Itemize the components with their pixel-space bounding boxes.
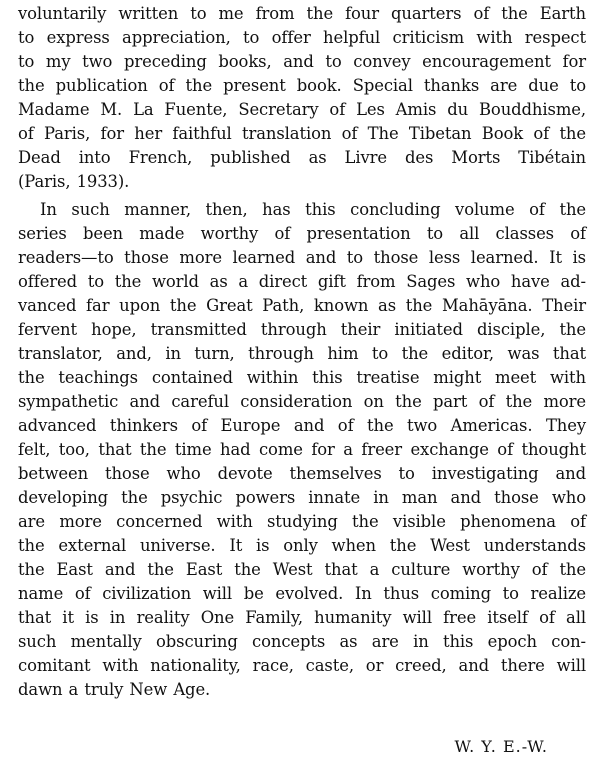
text-line: to my two preceding books, and to convey encouragement for bbox=[18, 52, 586, 71]
text-line: offered to the world as a direct gift from Sages who have ad- bbox=[18, 272, 586, 291]
text-line: readers—to those more learned and to those less learned. It is bbox=[18, 248, 586, 267]
text-line: the publication of the present book. Special thanks are due to bbox=[18, 76, 586, 95]
text-line: dawn a truly New Age. bbox=[18, 680, 211, 699]
text-line: advanced thinkers of Europe and of the two Americas. They bbox=[18, 416, 586, 435]
text-line: fervent hope, transmitted through their initiated disciple, the bbox=[18, 320, 586, 339]
text-line: that it is in reality One Family, humanity will free itself of all bbox=[18, 608, 586, 627]
text-line: the teachings contained within this treatise might meet with bbox=[18, 368, 586, 387]
text-line: Madame M. La Fuente, Secretary of Les Amis du Bouddhisme, bbox=[18, 100, 586, 119]
text-line: Dead into French, published as Livre des Morts Tibétain bbox=[18, 148, 586, 167]
text-line: series been made worthy of presentation to all classes of bbox=[18, 224, 586, 243]
text-line: developing the psychic powers innate in man and those who bbox=[18, 488, 586, 507]
text-line: to express appreciation, to offer helpful criticism with respect bbox=[18, 28, 586, 47]
text-line: sympathetic and careful consideration on the part of the more bbox=[18, 392, 586, 411]
text-line: between those who devote themselves to investigating and bbox=[18, 464, 586, 483]
text-line: are more concerned with studying the visible phenomena of bbox=[18, 512, 586, 531]
text-line: (Paris, 1933). bbox=[18, 172, 130, 191]
signature: W. Y. E.-W. bbox=[454, 737, 548, 756]
text-line: such mentally obscuring concepts as are in this epoch con- bbox=[18, 632, 586, 651]
text-line: the external universe. It is only when the West understands bbox=[18, 536, 586, 555]
text-line: vanced far upon the Great Path, known as the Mahāyāna. Their bbox=[18, 296, 586, 315]
text-line: the East and the East the West that a culture worthy of the bbox=[18, 560, 586, 579]
text-line: felt, too, that the time had come for a freer exchange of thought bbox=[18, 440, 586, 459]
text-line: name of civilization will be evolved. In thus coming to realize bbox=[18, 584, 586, 603]
text-line: comitant with nationality, race, caste, or creed, and there will bbox=[18, 656, 586, 675]
text-line: In such manner, then, has this concluding volume of the bbox=[40, 200, 586, 219]
text-line: voluntarily written to me from the four quarters of the Earth bbox=[18, 4, 586, 23]
text-line: of Paris, for her faithful translation of The Tibetan Book of the bbox=[18, 124, 586, 143]
text-line: translator, and, in turn, through him to the editor, was that bbox=[18, 344, 586, 363]
